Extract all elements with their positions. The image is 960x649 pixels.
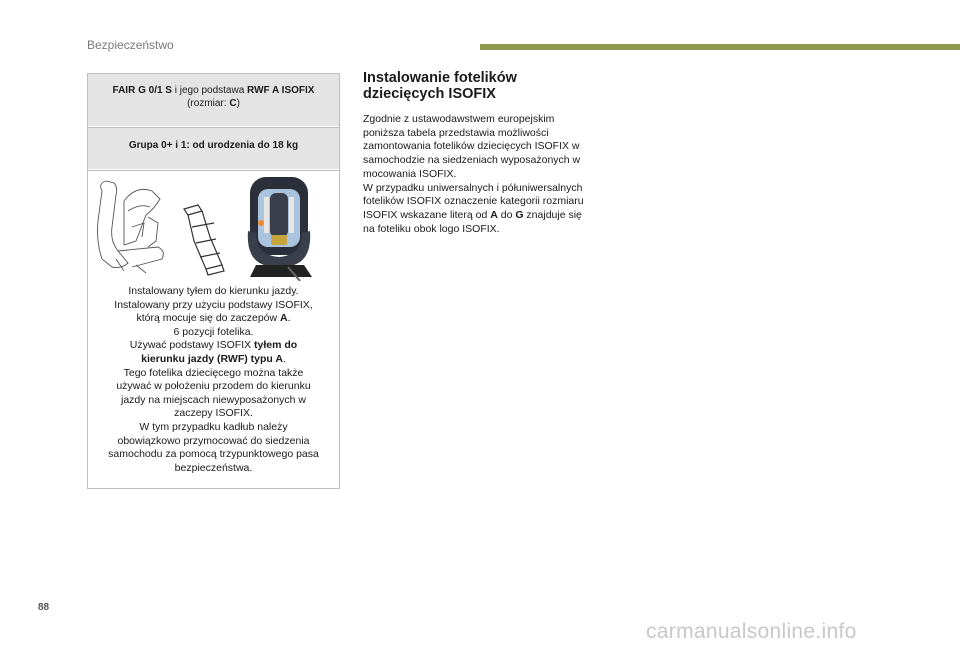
desc-line: 6 pozycji fotelika. [173, 325, 254, 338]
size-prefix: (rozmiar: [187, 98, 230, 109]
paragraph-line: samochodzie na siedzeniach wyposażonych w [363, 154, 581, 167]
paragraph-line: poniższa tabela przedstawia możliwości [363, 126, 549, 139]
paragraph-line: fotelików ISOFIX oznaczenie kategorii rozmiaru [363, 195, 584, 208]
paragraph-line: na foteliku obok logo ISOFIX. [363, 222, 500, 235]
paragraph-line: mocowania ISOFIX. [363, 167, 457, 180]
desc-line: jazdy na miejscach niewyposażonych w [120, 393, 306, 406]
paragraph-text: znajduje się [523, 208, 582, 221]
anchor-letter: A [280, 312, 288, 325]
desc-line: Instalowany tyłem do kierunku jazdy. [128, 285, 299, 297]
child-seat-table [87, 73, 340, 489]
desc-line: Instalowany przy użyciu podstawy ISOFIX, [114, 298, 313, 311]
watermark: carmanualsonline.info [646, 620, 857, 643]
isofix-base-drawing [184, 205, 224, 275]
size-letter-g: G [515, 208, 524, 221]
desc-line: używać w położeniu przodem do kierunku [116, 380, 311, 393]
seat-description [92, 285, 335, 475]
child-seat-photo [248, 177, 312, 281]
group-label: Grupa 0+ i 1: od urodzenia do 18 kg [128, 140, 299, 151]
desc-text: . [287, 312, 291, 325]
size-suffix: ) [236, 98, 240, 109]
seat-line-drawing [98, 181, 164, 273]
desc-line: bezpieczeństwa. [174, 461, 253, 474]
desc-line: Tego fotelika dziecięcego można także [123, 366, 304, 379]
model-name: FAIR G 0/1 S [112, 85, 172, 96]
desc-line [92, 339, 335, 353]
intro-paragraph [363, 113, 628, 236]
desc-line: zaczepy ISOFIX. [174, 407, 253, 420]
size-letter-a: A [490, 208, 498, 221]
base-name: RWF A ISOFIX [247, 85, 315, 96]
heading-line: Instalowanie fotelików [363, 70, 517, 86]
desc-text: . [282, 352, 286, 365]
section-accent-bar [480, 44, 960, 50]
child-seat-illustrations [88, 171, 339, 281]
desc-text: którą mocuje się do zaczepów [136, 312, 281, 325]
table-row-details [88, 170, 339, 489]
heading-line: dziecięcych ISOFIX [363, 86, 496, 102]
size-letter: C [229, 98, 237, 109]
desc-line: samochodu za pomocą trzypunktowego pasa [108, 448, 319, 461]
model-connector: i jego podstawa [171, 85, 248, 96]
desc-line: obowiązkowo przymocować do siedzenia [117, 434, 310, 447]
desc-bold: tyłem do [254, 339, 298, 352]
desc-line: W tym przypadku kadłub należy [139, 420, 288, 433]
paragraph-line [363, 209, 628, 223]
section-title: Bezpieczeństwo [87, 38, 174, 52]
table-row-model [88, 74, 339, 126]
page-number: 88 [38, 602, 50, 613]
table-row-group [88, 127, 339, 169]
section-heading [363, 70, 613, 102]
desc-bold: kierunku jazdy (RWF) typu A [141, 352, 283, 365]
paragraph-text: do [497, 208, 516, 221]
desc-line [92, 353, 335, 367]
paragraph-line: W przypadku uniwersalnych i półuniwersalnych [363, 181, 583, 194]
paragraph-line: Zgodnie z ustawodawstwem europejskim [363, 113, 555, 125]
desc-text: Używać podstawy ISOFIX [129, 339, 255, 352]
paragraph-text: ISOFIX wskazane literą od [363, 208, 491, 221]
paragraph-line: zamontowania fotelików dziecięcych ISOFIX w [363, 140, 580, 153]
desc-line [92, 312, 335, 326]
